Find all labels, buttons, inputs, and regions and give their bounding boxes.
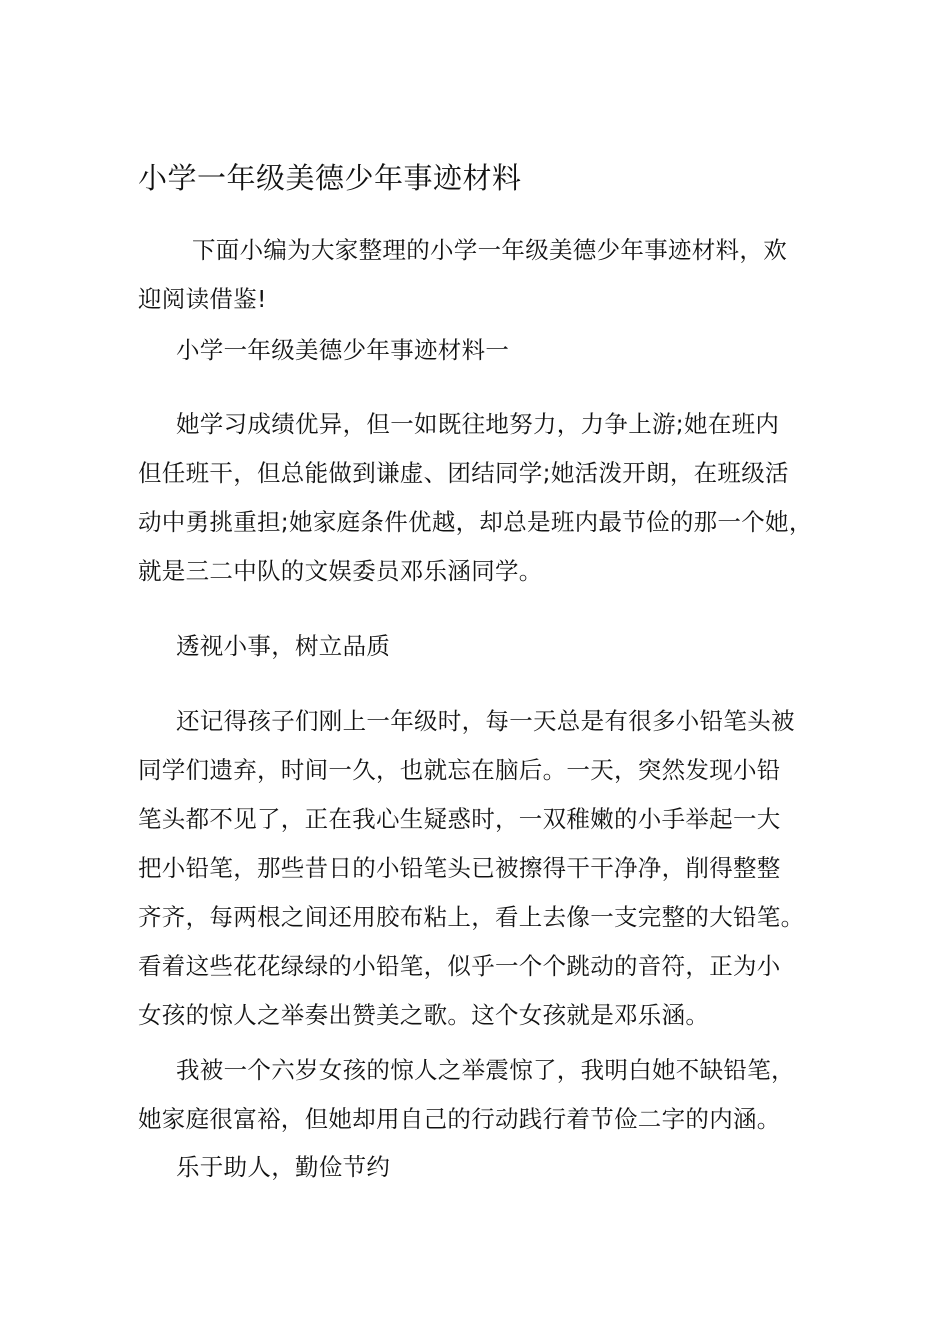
paragraph-line: 看着这些花花绿绿的小铅笔，似乎一个个跳动的音符，正为小 xyxy=(138,952,781,980)
paragraph-line: 把小铅笔，那些昔日的小铅笔头已被擦得干干净净，削得整整 xyxy=(138,854,781,882)
paragraph-line: 齐齐，每两根之间还用胶布粘上，看上去像一支完整的大铅笔。 xyxy=(138,903,805,931)
paragraph-line: 我被一个六岁女孩的惊人之举震惊了，我明白她不缺铅笔， xyxy=(176,1056,795,1084)
paragraph-line: 动中勇挑重担;她家庭条件优越，却总是班内最节俭的那一个她， xyxy=(138,508,813,536)
intro-paragraph xyxy=(138,226,824,324)
paragraph-line: 女孩的惊人之举奏出赞美之歌。这个女孩就是邓乐涵。 xyxy=(138,1001,710,1029)
document-title: 小学一年级美德少年事迹材料 xyxy=(138,161,522,195)
paragraph-line: 但任班干，但总能做到谦虚、团结同学;她活泼开朗，在班级活 xyxy=(138,459,789,487)
paragraph-line: 她家庭很富裕，但她却用自己的行动践行着节俭二字的内涵。 xyxy=(138,1105,781,1133)
intro-line: 下面小编为大家整理的小学一年级美德少年事迹材料，欢 xyxy=(192,236,787,264)
subheading-two xyxy=(138,1143,824,1192)
paragraph-line: 就是三二中队的文娱委员邓乐涵同学。 xyxy=(138,557,543,585)
subheading-text: 透视小事，树立品质 xyxy=(176,632,391,660)
paragraph-three xyxy=(138,1046,824,1144)
section-heading-text: 小学一年级美德少年事迹材料一 xyxy=(176,336,510,364)
paragraph-line: 还记得孩子们刚上一年级时，每一天总是有很多小铅笔头被 xyxy=(176,707,795,735)
subheading-text: 乐于助人，勤俭节约 xyxy=(176,1153,391,1181)
paragraph-line: 同学们遗弃，时间一久，也就忘在脑后。一天，突然发现小铅 xyxy=(138,756,781,784)
paragraph-line: 她学习成绩优异，但一如既往地努力，力争上游;她在班内 xyxy=(176,410,780,438)
subheading-one xyxy=(138,622,824,671)
section-heading xyxy=(138,326,824,375)
paragraph-line: 笔头都不见了，正在我心生疑惑时，一双稚嫩的小手举起一大 xyxy=(138,805,781,833)
intro-line: 迎阅读借鉴! xyxy=(138,285,267,313)
paragraph-two xyxy=(138,697,824,1040)
paragraph-one xyxy=(138,400,824,596)
